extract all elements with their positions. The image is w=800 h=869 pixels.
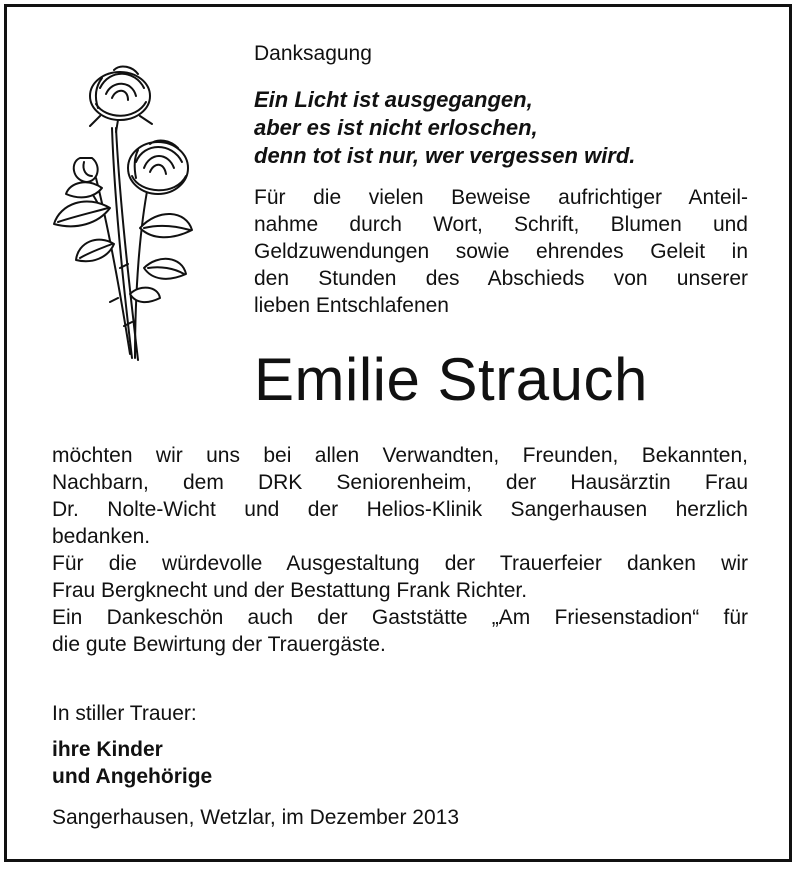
- body-line: bedanken.: [52, 525, 151, 548]
- quote: [254, 86, 635, 170]
- body-line: Ein Dankeschön auch der Gaststätte „Am Friesenstadion“ für: [52, 606, 748, 629]
- quote-line: denn tot ist nur, wer vergessen wird.: [254, 143, 636, 168]
- signature-line: und Angehörige: [52, 765, 213, 788]
- intro-line: Geldzuwendungen sowie ehrendes Geleit in: [254, 240, 748, 263]
- intro-text: [254, 184, 748, 319]
- body-text: [52, 442, 748, 658]
- intro-line: Für die vielen Beweise aufrichtiger Anteil-: [254, 186, 748, 209]
- place-date: Sangerhausen, Wetzlar, im Dezember 2013: [52, 806, 459, 829]
- quote-line: Ein Licht ist ausgegangen,: [254, 87, 533, 112]
- heading: Danksagung: [254, 42, 372, 65]
- body-line: möchten wir uns bei allen Verwandten, Freunden, Bekannten,: [52, 444, 748, 467]
- body-line: Frau Bergknecht und der Bestattung Frank Richter.: [52, 579, 528, 602]
- body-line: Nachbarn, dem DRK Seniorenheim, der Hausärztin Frau: [52, 471, 748, 494]
- deceased-name: Emilie Strauch: [254, 346, 648, 413]
- mourning-label: In stiller Trauer:: [52, 702, 197, 725]
- signature: [52, 736, 212, 790]
- intro-line: nahme durch Wort, Schrift, Blumen und: [254, 213, 748, 236]
- rose-icon: [40, 58, 210, 368]
- body-line: Dr. Nolte-Wicht und der Helios-Klinik Sangerhausen herzlich: [52, 498, 748, 521]
- signature-line: ihre Kinder: [52, 738, 163, 761]
- intro-line: lieben Entschlafenen: [254, 294, 449, 317]
- body-line: Für die würdevolle Ausgestaltung der Trauerfeier danken wir: [52, 552, 748, 575]
- intro-line: den Stunden des Abschieds von unserer: [254, 267, 748, 290]
- body-line: die gute Bewirtung der Trauergäste.: [52, 633, 386, 656]
- quote-line: aber es ist nicht erloschen,: [254, 115, 538, 140]
